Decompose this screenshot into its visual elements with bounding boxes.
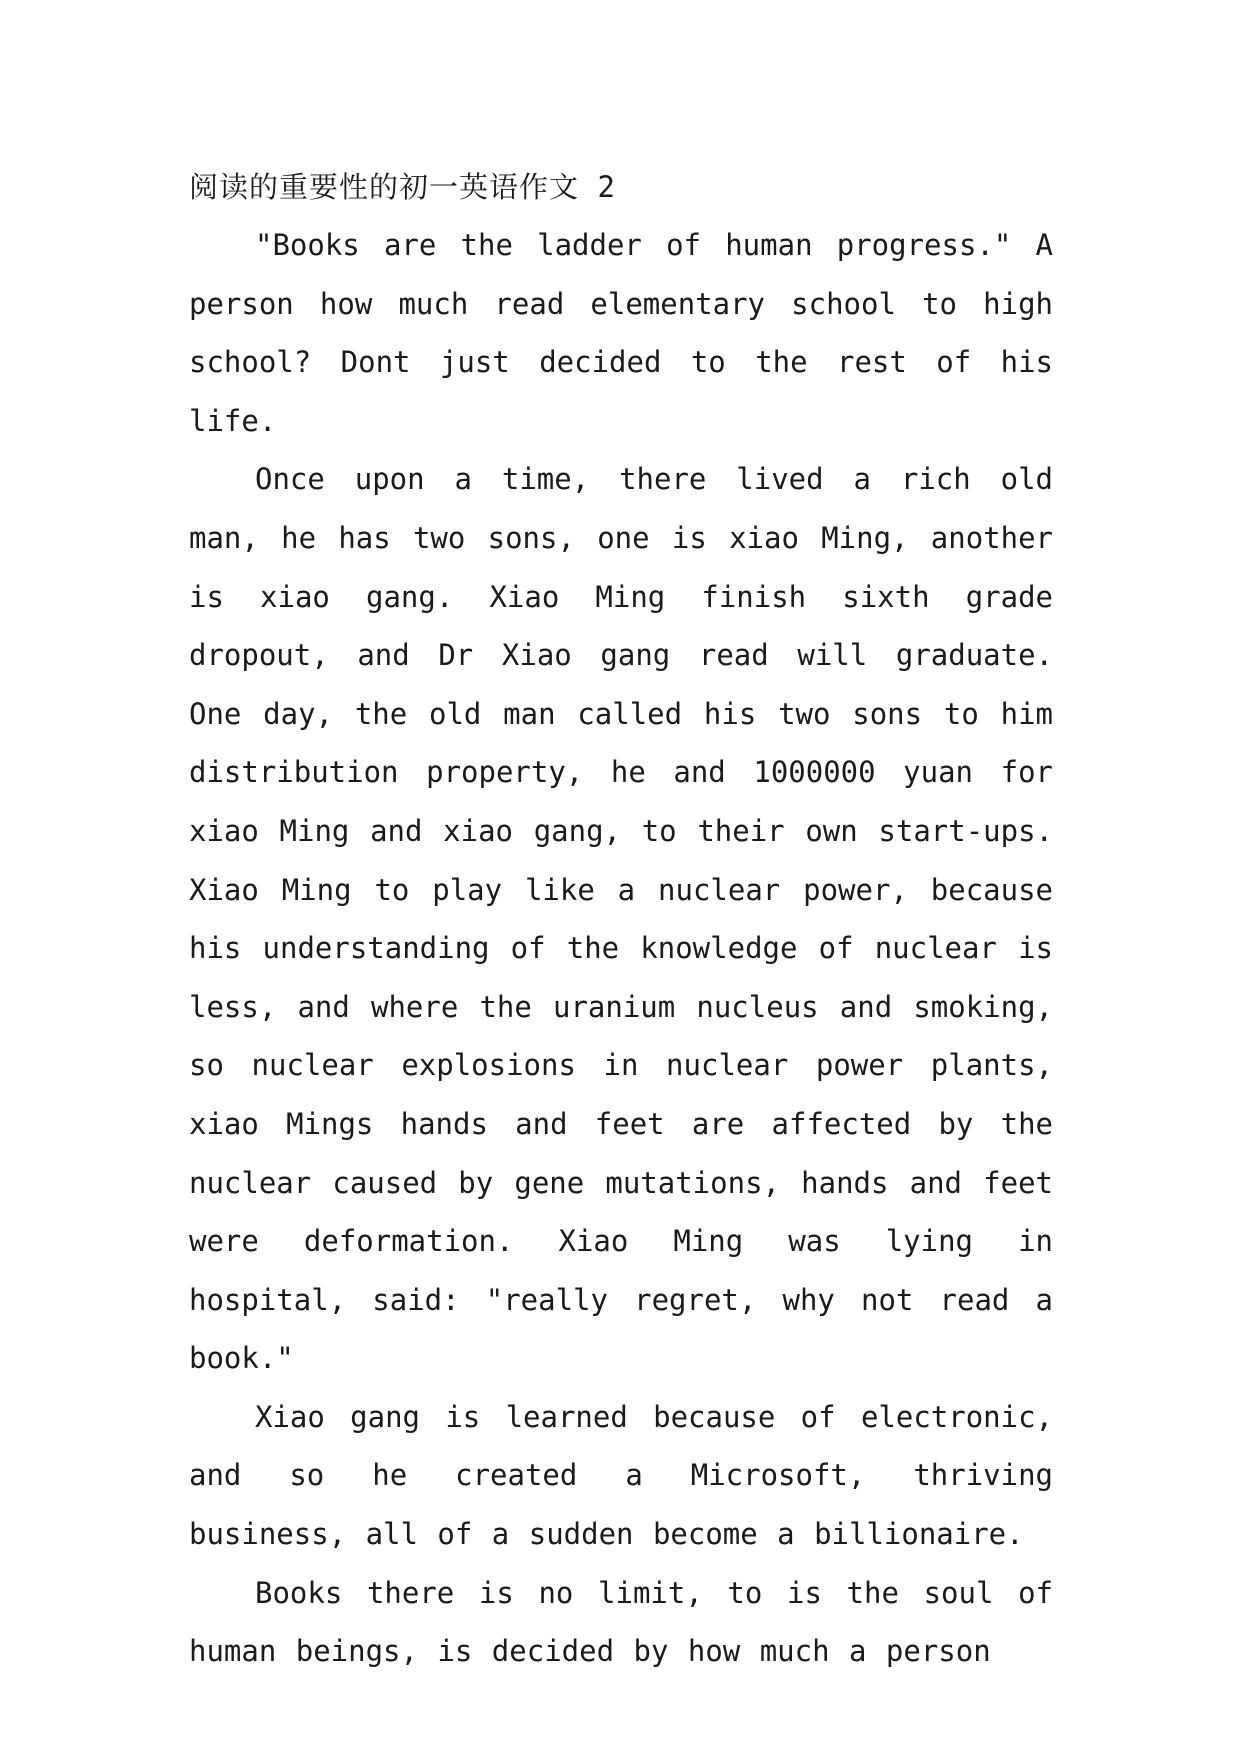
paragraph-3: Xiao gang is learned because of electronic, and so he created a Microsoft, thriving business, all of a sudden become a billionaire. bbox=[189, 1399, 1053, 1552]
paragraph-1: "Books are the ladder of human progress." A person how much read elementary school to high school? Dont just decided to the rest of his life. bbox=[189, 228, 1053, 438]
paragraph-2: Once upon a time, there lived a rich old man, he has two sons, one is xiao Ming, another is xiao gang. Xiao Ming finish sixth grade dropout, and Dr Xiao gang read will graduate. One day, the old man called his two sons to him distribution property, he and 1000000 yuan for xiao Ming and xiao gang, to their own start-ups. Xiao Ming to play like a nuclear power, because his understanding of the knowledge of nuclear is less, and where the uranium nucleus and smoking, so nuclear explosions in nuclear power plants, xiao Mings hands and feet are affected by the nuclear caused by gene mutations, hands and feet were deformation. Xiao Ming was lying in hospital, said: "really regret, why not read a book." bbox=[189, 462, 1053, 1376]
paragraph-4: Books there is no limit, to is the soul of human beings, is decided by how much a person bbox=[189, 1575, 1053, 1669]
document-body bbox=[189, 158, 1053, 1681]
document-title: 阅读的重要性的初一英语作文 2 bbox=[189, 170, 616, 204]
